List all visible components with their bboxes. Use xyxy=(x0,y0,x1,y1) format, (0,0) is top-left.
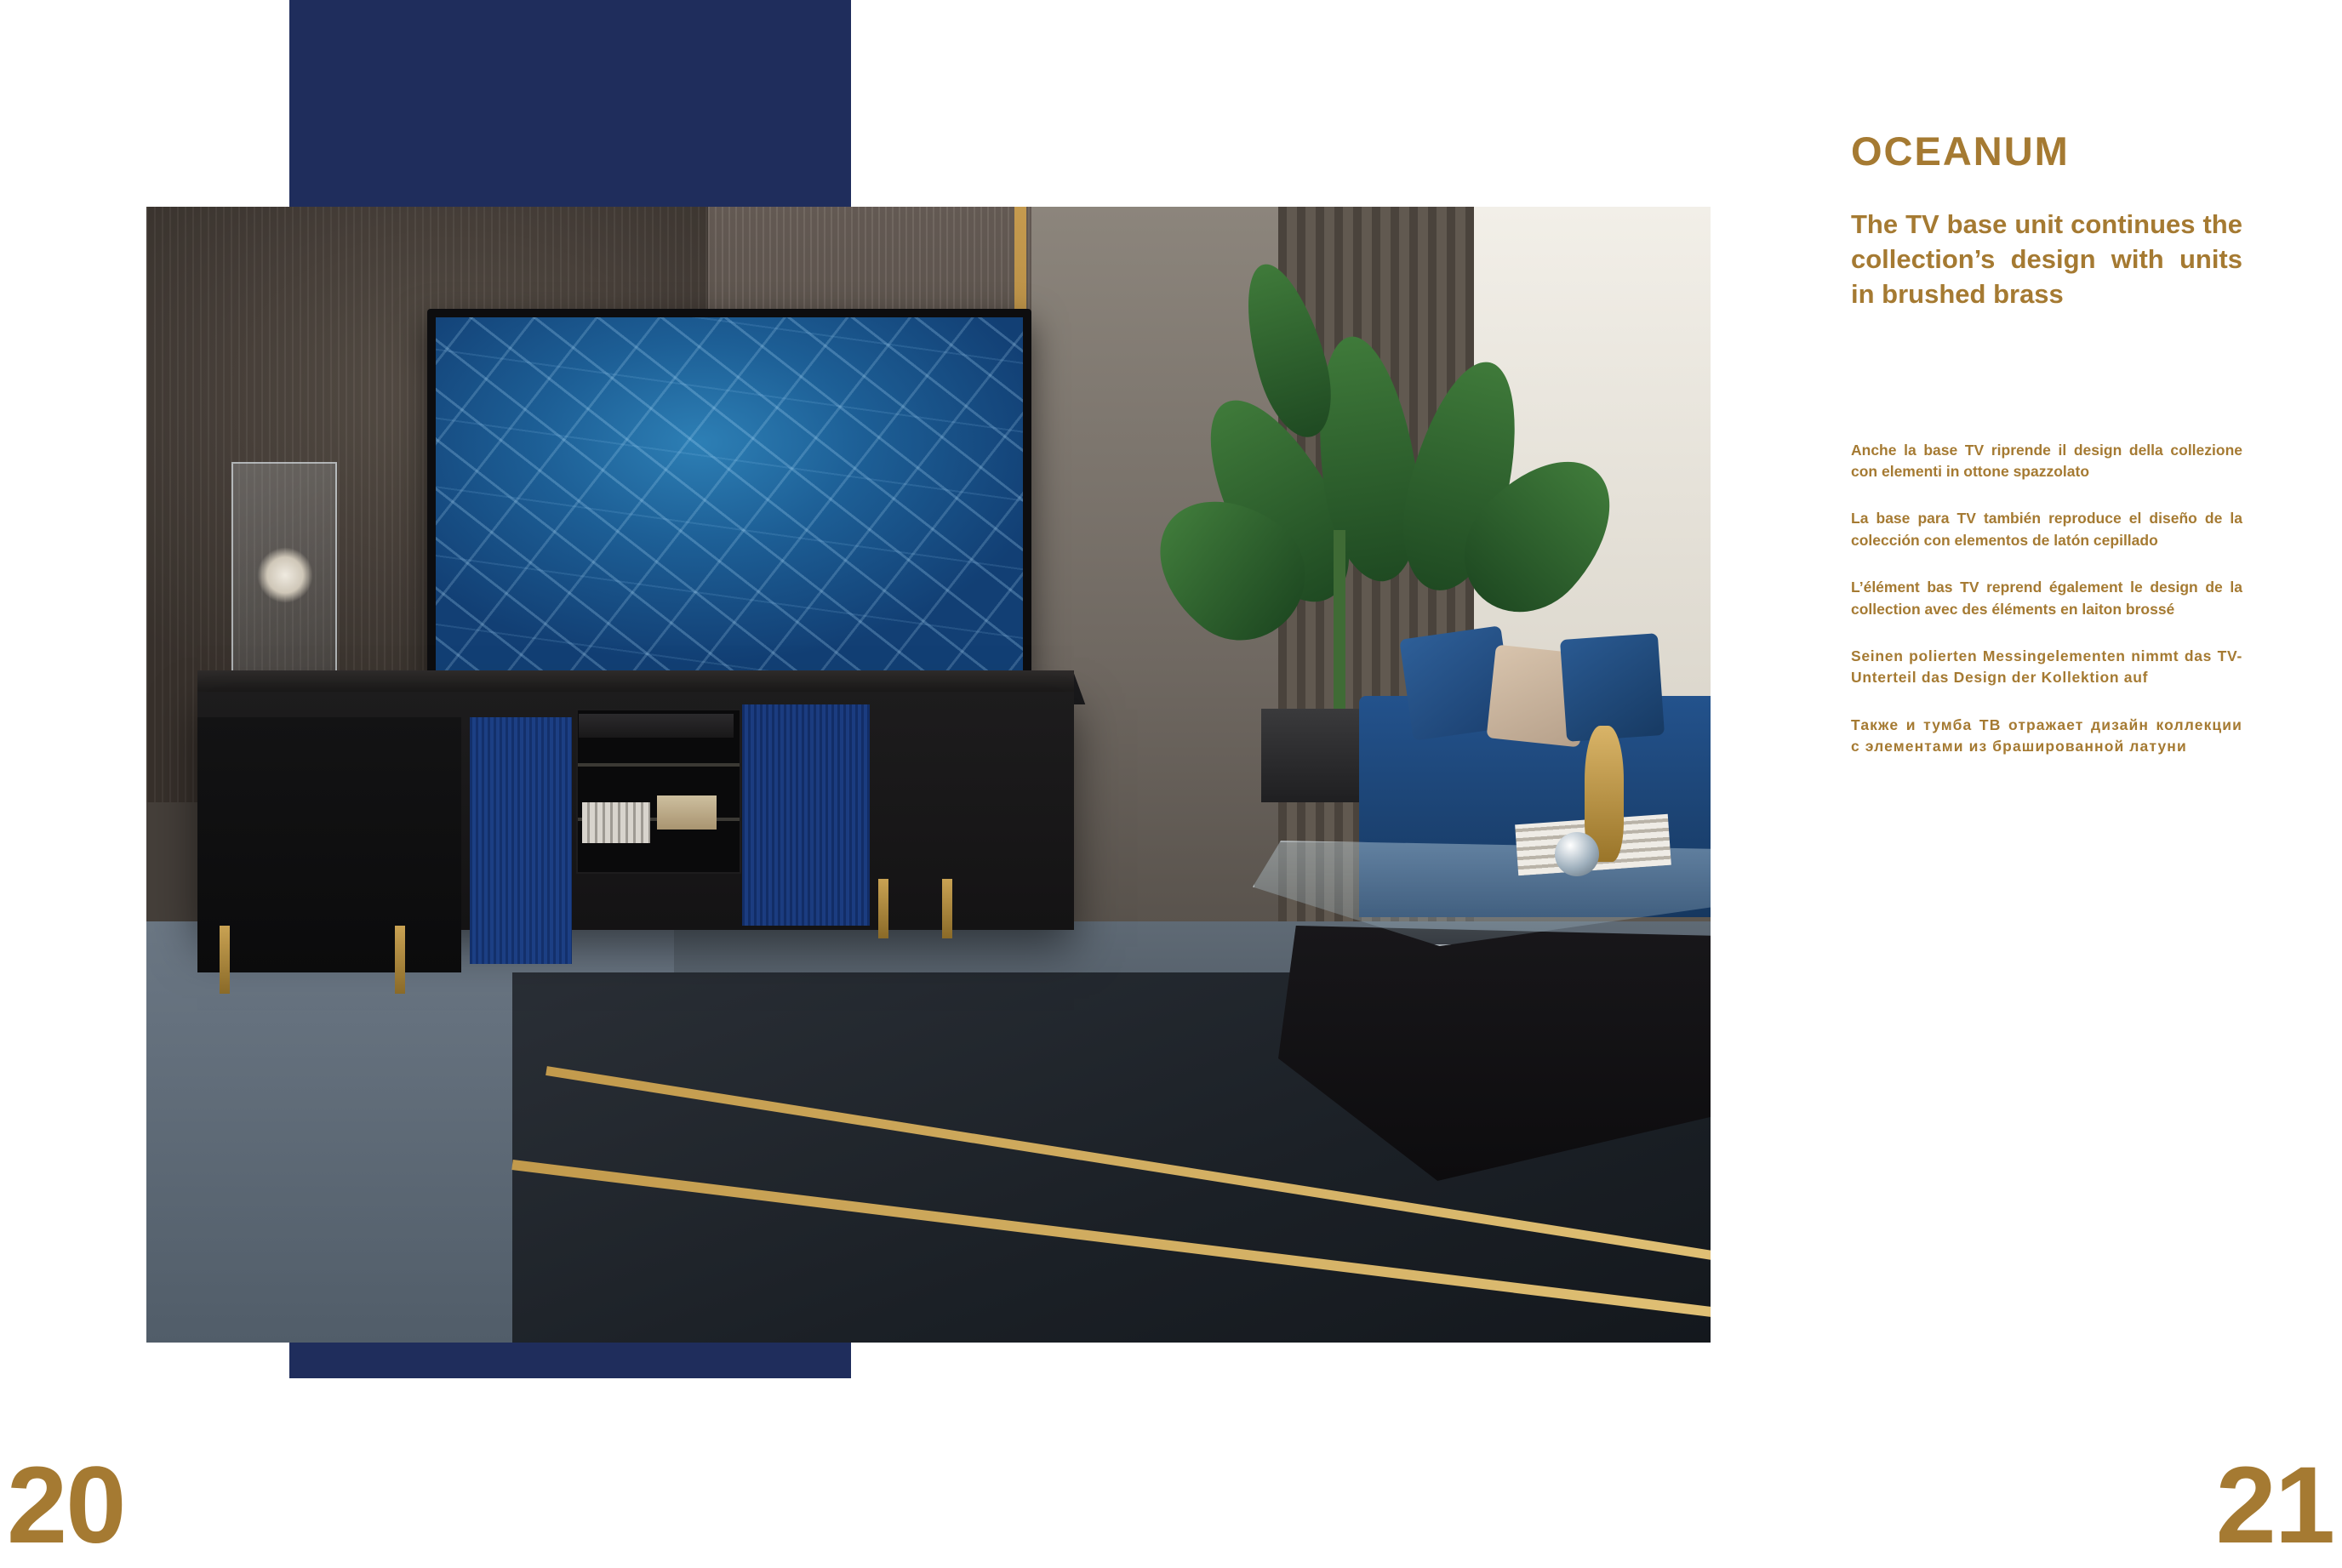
television xyxy=(427,309,1031,683)
media-player xyxy=(579,714,734,738)
water-caustics-pattern xyxy=(436,317,1023,675)
page-number-left: 20 xyxy=(7,1445,125,1566)
translation-ru: Также и тумба ТВ отражает дизайн коллекции с элементами из брашированной латуни xyxy=(1851,716,2242,755)
cushion xyxy=(1560,633,1665,742)
decor-box xyxy=(657,795,717,830)
tv-unit-blue-panel xyxy=(470,717,572,964)
plant-stem xyxy=(1334,530,1345,726)
translations-block xyxy=(1851,440,2242,758)
brass-leg xyxy=(878,879,888,938)
tv-unit-door-left xyxy=(197,717,461,972)
photo-scene xyxy=(146,207,1711,1343)
books xyxy=(582,802,650,843)
tv-unit-blue-panel xyxy=(742,704,870,926)
shelf xyxy=(578,763,740,767)
coral-ornament xyxy=(257,547,313,603)
brass-leg xyxy=(220,926,230,994)
translation-fr: L’élément bas TV reprend également le design de la collection avec des éléments en laiton brossé xyxy=(1851,579,2242,618)
translation-es: La base para TV también reproduce el diseño de la colección con elementos de latón cepillado xyxy=(1851,510,2242,549)
translation-de: Seinen polierten Messingelementen nimmt das TV-Unterteil das Design der Kollektion auf xyxy=(1851,647,2242,687)
brass-leg xyxy=(942,879,952,938)
page-number-right: 21 xyxy=(2215,1445,2333,1566)
translation-it: Anche la base TV riprende il design della collezione con elementi in ottone spazzolato xyxy=(1851,441,2242,481)
text-column xyxy=(1851,128,2251,783)
collection-title: OCEANUM xyxy=(1851,128,2070,174)
lede-paragraph: The TV base unit continues the collection’s design with units in brushed brass xyxy=(1851,209,2242,310)
glass-sphere xyxy=(1555,832,1599,876)
brass-leg xyxy=(395,926,405,994)
tv-screen xyxy=(436,317,1023,675)
product-photo xyxy=(146,207,1711,1343)
